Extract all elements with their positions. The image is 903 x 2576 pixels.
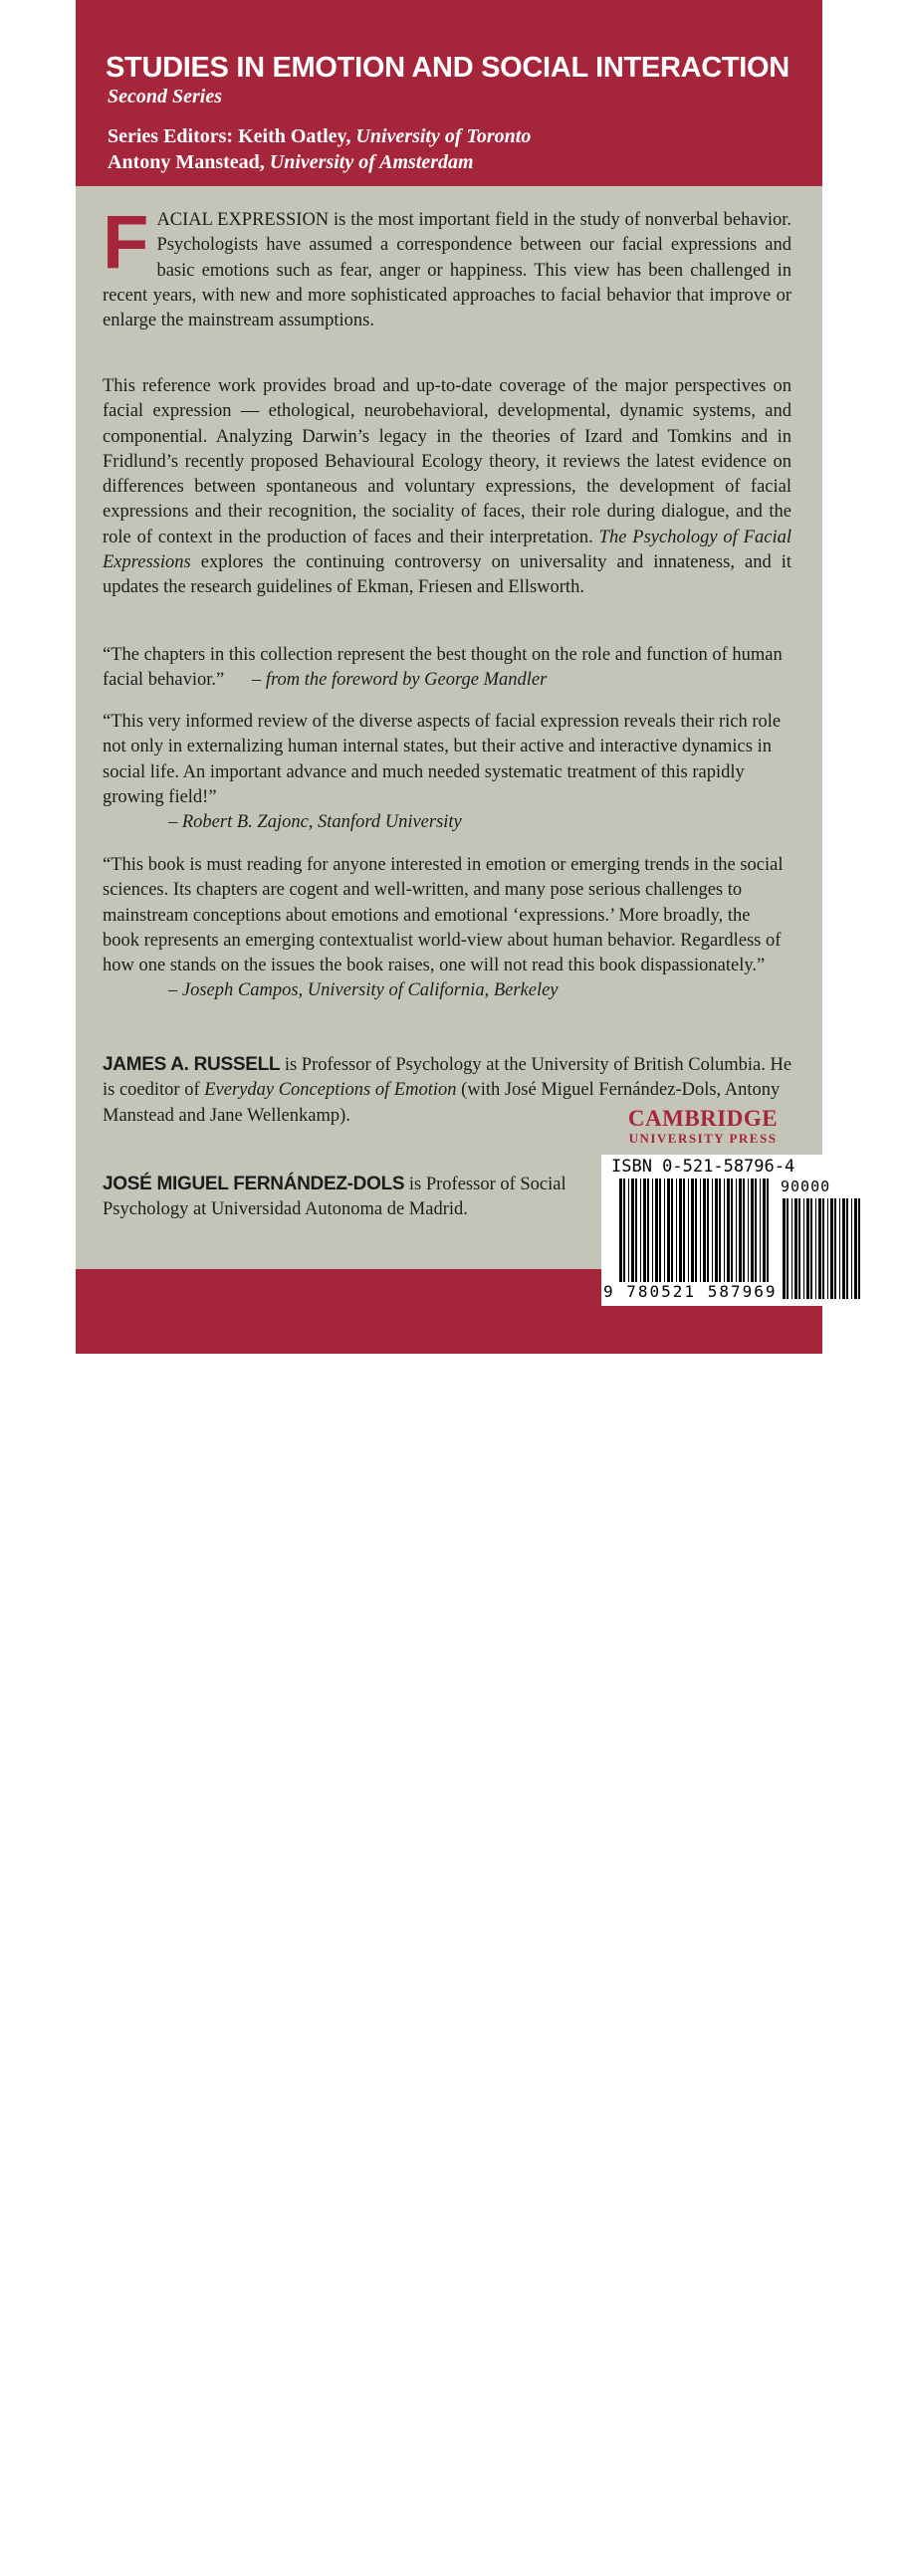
description-paragraph-1 [103, 200, 791, 333]
author-bio-text: is Professor of Psychology at the University of British Columbia. He is coeditor of [103, 1055, 792, 1101]
editor-1-affiliation: University of Toronto [355, 125, 532, 147]
editor-1-name: Keith Oatley, [238, 125, 351, 147]
series-subtitle: Second Series [108, 86, 222, 107]
isbn-barcode [601, 1155, 869, 1306]
quote-text: “This very informed review of the diverse aspects of facial expression reveals their rich role not only in externalizing human internal states, but their active and interactive dynamics in social life. An important advance and much needed systematic treatment of this rapidly growing field!” [103, 712, 782, 807]
author-name: JAMES A. RUSSELL [103, 1054, 281, 1075]
author-name: JOSÉ MIGUEL FERNÁNDEZ-DOLS [103, 1174, 405, 1194]
author-bio-fernandez-dols [103, 1172, 600, 1223]
description-paragraph-2 [103, 374, 791, 601]
quote-text: “The chapters in this collection represent the best thought on the role and function of human facial behavior.” [103, 645, 783, 691]
quote-attribution: – from the foreword by George Mandler [252, 670, 548, 691]
quote-zajonc [103, 710, 791, 835]
series-title: STUDIES IN EMOTION AND SOCIAL INTERACTION [106, 52, 790, 84]
quote-campos [103, 853, 791, 1004]
ean-number: 9 780521 587969 [603, 1282, 778, 1301]
quote-attribution: – Joseph Campos, University of California, Berkeley [168, 980, 559, 1001]
quote-mandler [103, 643, 791, 694]
series-editors [108, 123, 531, 175]
drop-cap: F [103, 200, 149, 285]
publisher-name: CAMBRIDGE [627, 1106, 779, 1131]
quote-text: “This book is must reading for anyone interested in emotion or emerging trends in the social sciences. Its chapters are cogent and well-written, and many pose serious challenges to mainstream conceptions about emotions and emotional ‘expressions.’ More broadly, the book represents an emerging contextualist world-view about human behavior. Regardless of how one stands on the issues the book raises, one will not read this book dispassionately.” [103, 855, 784, 976]
price-addon-number: 90000 [781, 1178, 831, 1195]
author-bio-text-end: (with José Miguel Fernández-Dols, Antony Manstead and Jane Wellenkamp). [103, 1080, 781, 1126]
book-title: The Psychology of Facial Expressions [103, 527, 791, 573]
quote-attribution: – Robert B. Zajonc, Stanford University [168, 812, 462, 833]
editor-2-affiliation: University of Amsterdam [269, 151, 474, 173]
publisher-logo [621, 1107, 785, 1147]
editors-label: Series Editors: [108, 125, 234, 147]
series-header-band [76, 0, 822, 186]
description-p1-text: ACIAL EXPRESSION is the most important field in the study of nonverbal behavior. Psychologists have assumed a correspondence between our facial expressions and basic emotions such as fear, anger or happiness. This view has been challenged in recent years, with new and more sophisticated approaches to facial behavior that improve or enlarge the mainstream assumptions. [103, 210, 791, 331]
editor-2-name: Antony Manstead, [108, 151, 265, 173]
author-bio-text: is Professor of Social Psychology at Universidad Autonoma de Madrid. [103, 1175, 566, 1220]
cover-design-credit: Cover design by Jeffrey J. Faville [100, 2560, 293, 2575]
description-p2-text-end: explores the continuing controversy on universality and innateness, and it updates the research guidelines of Ekman, Friesen and Ellsworth. [103, 552, 792, 598]
isbn-number: ISBN 0-521-58796-4 [611, 1157, 795, 1177]
back-cover [76, 0, 822, 2575]
description-p2-text: This reference work provides broad and up-to-date coverage of the major perspectives on facial expression — ethological, neurobehavioral, developmental, dynamic systems, and componential. Analyzing Darwin’s legacy in the theories of Izard and Tomkins and in Fridlund’s recently proposed Behavioural Ecology theory, it reviews the latest evidence on differences between spontaneous and voluntary expressions, the development of facial expressions and their recognition, the sociality of faces, their role during dialogue, and the role of context in the production of faces and their interpretation. [103, 376, 791, 547]
author-book-title: Everyday Conceptions of Emotion [204, 1080, 457, 1101]
publisher-subname: UNIVERSITY PRESS [628, 1131, 778, 1146]
